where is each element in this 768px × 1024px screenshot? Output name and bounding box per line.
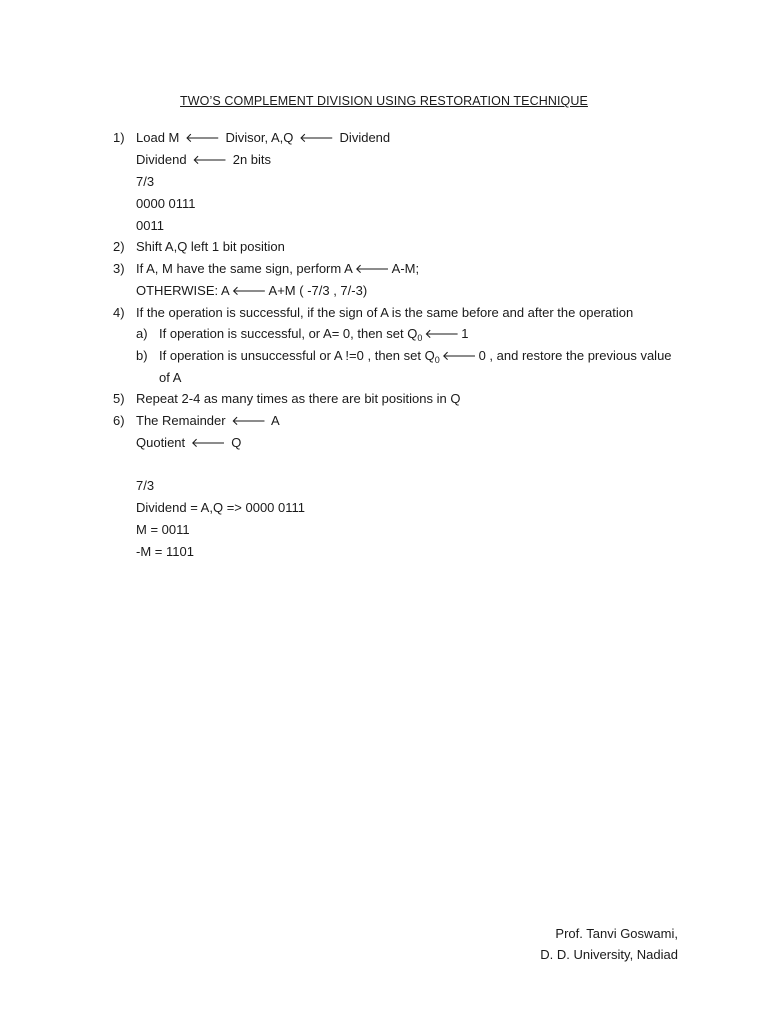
step-text: Load M	[136, 130, 180, 145]
subscript: 0	[417, 333, 423, 343]
step-text: Dividend	[339, 130, 391, 145]
step-text: 1	[461, 326, 469, 341]
example-line-2: Dividend = A,Q => 0000 0111	[136, 500, 306, 515]
example-line-3: M = 0011	[136, 522, 190, 537]
step-number: 3)	[113, 261, 125, 276]
step-2-text: Shift A,Q left 1 bit position	[136, 239, 285, 254]
step-3-line-1	[136, 261, 419, 277]
step-number: 5)	[113, 391, 125, 406]
step-text: 0 , and restore the previous value	[478, 348, 672, 363]
signature-block	[540, 923, 678, 965]
left-arrow-icon: 🡐	[299, 130, 334, 145]
author-affiliation: D. D. University, Nadiad	[540, 947, 678, 962]
step-4a-text	[159, 326, 468, 342]
step-4b-text	[159, 348, 672, 364]
step-text: If operation is successful, or A= 0, then set Q	[159, 326, 418, 341]
step-number: 6)	[113, 413, 125, 428]
step-text: Quotient	[136, 435, 186, 450]
substep-label: b)	[136, 348, 148, 363]
step-text: A-M;	[391, 261, 420, 276]
step-text: 2n bits	[232, 152, 272, 167]
step-number: 1)	[113, 130, 125, 145]
left-arrow-icon: 🡐	[441, 348, 477, 363]
step-1-line-4: 0000 0111	[136, 196, 196, 211]
left-arrow-icon: 🡐	[354, 261, 390, 276]
step-text: Q	[231, 435, 242, 450]
substep-label: a)	[136, 326, 148, 341]
example-line-1: 7/3	[136, 478, 155, 493]
step-1-line-5: 0011	[136, 218, 164, 233]
step-text: If A, M have the same sign, perform A	[136, 261, 353, 276]
step-5-text: Repeat 2-4 as many times as there are bit positions in Q	[136, 391, 461, 406]
step-3-line-2	[136, 283, 367, 299]
step-text: Divisor, A,Q	[225, 130, 294, 145]
step-text: Dividend	[136, 152, 187, 167]
step-6-line-2	[136, 435, 241, 451]
step-1-line-1	[136, 130, 390, 146]
left-arrow-icon: 🡐	[231, 283, 267, 298]
left-arrow-icon: 🡐	[190, 435, 226, 450]
left-arrow-icon: 🡐	[424, 326, 460, 341]
step-6-line-1	[136, 413, 280, 429]
step-1-line-2	[136, 152, 271, 168]
author-name: Prof. Tanvi Goswami,	[555, 926, 678, 941]
document-title: TWO’S COMPLEMENT DIVISION USING RESTORATION TECHNIQUE	[180, 94, 588, 108]
step-1-line-3: 7/3	[136, 174, 155, 189]
example-line-4: -M = 1101	[136, 544, 194, 559]
left-arrow-icon: 🡐	[185, 130, 220, 145]
step-text: A+M ( -7/3 , 7/-3)	[268, 283, 368, 298]
step-number: 4)	[113, 305, 125, 320]
step-text: OTHERWISE: A	[136, 283, 230, 298]
step-text: The Remainder	[136, 413, 226, 428]
step-text: A	[271, 413, 280, 428]
step-text: If operation is unsuccessful or A !=0 , then set Q	[159, 348, 435, 363]
step-number: 2)	[113, 239, 125, 254]
subscript: 0	[434, 355, 440, 365]
left-arrow-icon: 🡐	[192, 152, 228, 167]
left-arrow-icon: 🡐	[231, 413, 267, 428]
step-4b-continuation: of A	[159, 370, 182, 385]
step-4-text: If the operation is successful, if the sign of A is the same before and after the operation	[136, 305, 634, 320]
